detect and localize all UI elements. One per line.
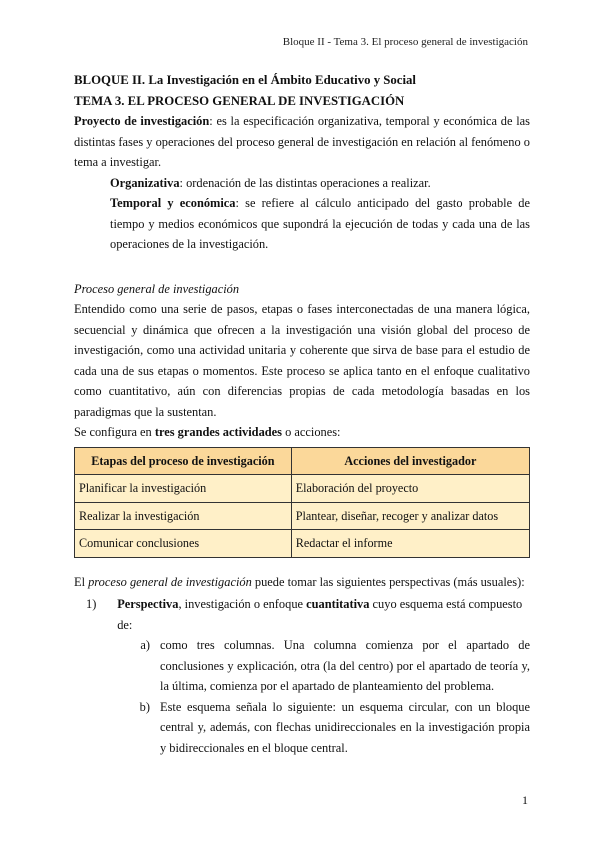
project-definition: [74, 111, 530, 173]
table-cell-stage: Planificar la investigación: [75, 475, 292, 503]
sub-list-letter: b): [139, 699, 150, 714]
activities-post: o acciones:: [281, 425, 341, 439]
sub-list-text: como tres columnas. Una columna comienza por el apartado de conclusiones y explicación, otra (la del centro) por el apartado de teoría y, la última, comienza por el apartado de planteamiento del problema.: [160, 638, 530, 693]
table-cell-action: Redactar el informe: [291, 530, 529, 558]
activities-bold: tres grandes actividades: [154, 425, 282, 439]
stages-table: [74, 447, 530, 558]
item1-bold2: cuantitativa: [306, 597, 370, 611]
intro-italic: proceso general de investigación: [88, 574, 252, 589]
process-section-title: Proceso general de investigación: [74, 281, 240, 296]
organizativa-term: Organizativa: [110, 175, 180, 190]
page-number: 1: [522, 793, 528, 807]
sub-list-item: [74, 697, 530, 759]
table-cell-stage: Comunicar conclusiones: [75, 530, 292, 558]
block-title: BLOQUE II. La Investigación en el Ámbito Educativo y Social: [74, 73, 416, 87]
table-header-row: [75, 447, 530, 475]
intro-pre: El: [74, 574, 89, 589]
item1-bold: Perspectiva: [117, 597, 179, 611]
activities-pre: Se configura en: [74, 425, 155, 439]
table-row: [75, 475, 530, 503]
item1-post: cuyo esquema está compuesto de:: [117, 597, 523, 632]
temporal-definition: [74, 193, 530, 255]
table-cell-stage: Realizar la investigación: [75, 502, 292, 530]
page-header: Bloque II - Tema 3. El proceso general de investigación: [282, 36, 528, 48]
project-def-text: : es la especificación organizativa, temporal y económica de las distintas fases y operaciones del proceso general de investigación en relación al fenómeno o tema a investigar.: [74, 114, 530, 169]
process-paragraph: Entendido como una serie de pasos, etapas o fases interconectadas de una manera lógica, secuencial y dinámica que ofrecen a la investigación una visión global del proceso de investigación, como una actividad unitaria y coherente que sirva de base para el estudio de cada una de sus etapas o momentos. Este proceso se aplica tanto en el enfoque cualitativo como cuantitativo, aún con diferencias propias de cada metodología basadas en los paradigmas que la sustentan.: [74, 302, 530, 419]
sub-list-letter: a): [140, 638, 150, 652]
topic-title: TEMA 3. EL PROCESO GENERAL DE INVESTIGACIÓN: [74, 93, 405, 108]
intro-post: puede tomar las siguientes perspectivas (más usuales):: [251, 574, 525, 589]
table-cell-action: Plantear, diseñar, recoger y analizar datos: [291, 502, 529, 530]
organizativa-definition: [74, 173, 530, 194]
organizativa-def-text: : ordenación de las distintas operaciones a realizar.: [179, 175, 431, 190]
list-item-text: [117, 594, 530, 635]
table-row: [75, 530, 530, 558]
document-body: [74, 70, 530, 758]
item1-mid: , investigación o enfoque: [178, 597, 307, 611]
table-cell-action: Elaboración del proyecto: [291, 475, 529, 503]
list-number: 1): [86, 597, 97, 611]
activities-line: [74, 422, 530, 443]
sub-list-item: [74, 635, 530, 697]
table-header-actions: Acciones del investigador: [291, 447, 529, 475]
table-row: [75, 502, 530, 530]
temporal-term: Temporal y económica: [110, 196, 236, 210]
perspectives-intro: [74, 572, 530, 593]
sub-list-text: Este esquema señala lo siguiente: un esquema circular, con un bloque central y, además, con flechas unidireccionales en la investigación propia y bidireccionales en el bloque central.: [160, 699, 530, 755]
project-term: Proyecto de investigación: [74, 114, 210, 128]
table-header-stages: Etapas del proceso de investigación: [75, 447, 292, 475]
temporal-def-text: : se refiere al cálculo anticipado del gasto probable de tiempo y medios económicos que supondrá la ejecución de todas y cada una de las operaciones de la investigación.: [110, 196, 530, 251]
list-item: [74, 594, 530, 635]
